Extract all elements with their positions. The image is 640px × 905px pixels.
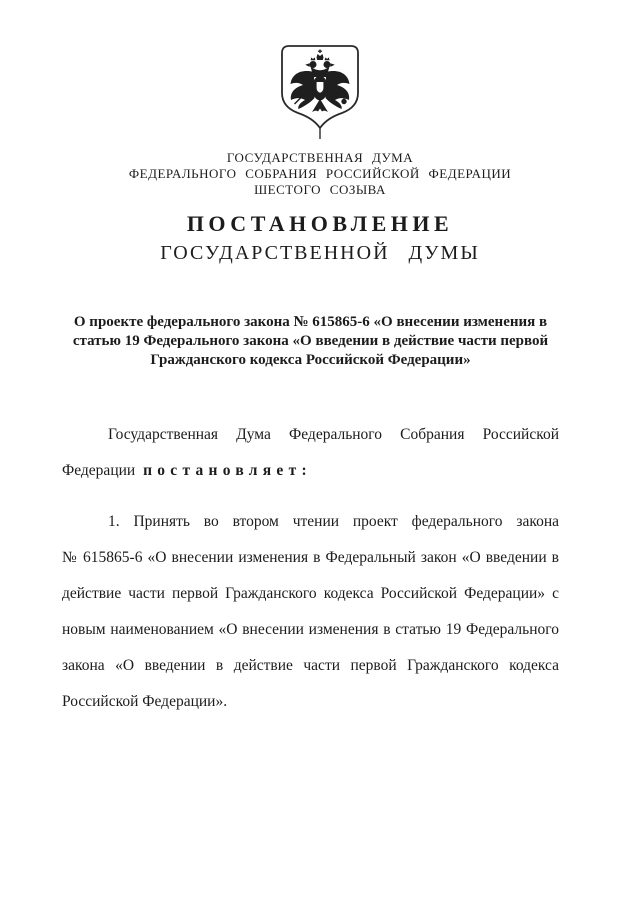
org-name-line1: ГОСУДАРСТВЕННАЯ ДУМА (226, 150, 414, 165)
org-header (0, 150, 640, 198)
resolution-item-line-4: новым наименованием «О внесении изменения в статью 19 Федерального (62, 621, 559, 638)
subject-line-2: статью 19 Федерального закона «О введении в действие части первой (72, 333, 549, 349)
doc-title (0, 211, 640, 265)
subject-heading (62, 313, 559, 370)
preamble-line-1: Государственная Дума Федерального Собрания Российской (108, 426, 559, 443)
resolution-item-1 (62, 504, 559, 720)
doc-issuer-title: ГОСУДАРСТВЕННОЙ ДУМЫ (160, 242, 480, 264)
double-headed-eagle-icon (281, 45, 359, 140)
russia-coat-of-arms (281, 45, 359, 140)
preamble-line-2 (62, 453, 559, 489)
resolution-item-line-5: закона «О введении в действие части первой Гражданского кодекса (62, 657, 559, 674)
org-name-line3: ШЕСТОГО СОЗЫВА (254, 182, 386, 197)
doc-type-title: ПОСТАНОВЛЕНИЕ (186, 211, 454, 236)
resolution-item-line-3: действие части первой Гражданского кодекса Российской Федерации» с (62, 585, 559, 602)
resolves-keyword: постановляет: (143, 462, 312, 479)
subject-line-3: Гражданского кодекса Российской Федерации» (150, 352, 471, 368)
org-name-line2: ФЕДЕРАЛЬНОГО СОБРАНИЯ РОССИЙСКОЙ ФЕДЕРАЦИИ (128, 166, 512, 181)
preamble-line-2-start: Федерации (62, 462, 136, 479)
resolution-item-line-1: 1. Принять во втором чтении проект федерального закона (108, 513, 559, 530)
resolution-item-line-6: Российской Федерации». (62, 693, 228, 710)
subject-line-1: О проекте федерального закона № 615865-6 «О внесении изменения в (73, 314, 548, 330)
resolution-item-line-2: № 615865-6 «О внесении изменения в Федеральный закон «О введении в (62, 549, 559, 566)
preamble-paragraph (62, 417, 559, 489)
